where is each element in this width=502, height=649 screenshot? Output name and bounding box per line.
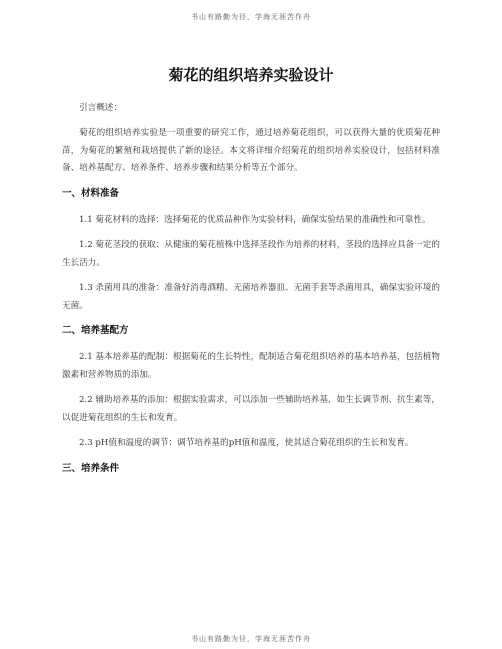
paragraph-2-2: 2.2 辅助培养基的添加：根据实验需求，可以添加一些辅助培养基，如生长调节剂、抗生素等，以促进菊花组织的生长和发育。 — [62, 395, 440, 423]
running-footer: 书山有路勤为径，学海无涯苦作舟 — [191, 635, 311, 643]
running-header: 书山有路勤为径，学海无涯苦作舟 — [191, 13, 311, 21]
section-heading-conditions: 三、培养条件 — [62, 462, 120, 474]
paragraph-2-3: 2.3 pH值和温度的调节：调节培养基的pH值和温度，使其适合菊花组织的生长和发育。 — [79, 438, 414, 448]
document-body — [62, 100, 440, 487]
intro-label: 引言概述： — [79, 103, 122, 113]
intro-paragraph: 菊花的组织培养实验是一项重要的研究工作，通过培养菊花组织，可以获得大量的优质菊花种苗，为菊花的繁殖和栽培提供了新的途径。本文将详细介绍菊花的组织培养实验设计，包括材料准备、培养基配方、培养条件、培养步骤和结果分析等五个部分。 — [62, 128, 440, 173]
section-heading-materials: 一、材料准备 — [62, 187, 120, 199]
paragraph-1-1: 1.1 菊花材料的选择：选择菊花的优质品种作为实验材料，确保实验结果的准确性和可靠性。 — [79, 214, 431, 225]
paragraph-1-2: 1.2 菊花茎段的获取：从健康的菊花植株中选择茎段作为培养的材料，茎段的选择应具备一定的生长活力。 — [62, 240, 440, 268]
paragraph-1-3: 1.3 杀菌用具的准备：准备好消毒酒精、无菌培养器皿、无菌手套等杀菌用具，确保实验环境的无菌。 — [62, 283, 440, 311]
document-title: 菊花的组织培养实验设计 — [168, 66, 334, 84]
paragraph-2-1: 2.1 基本培养基的配制：根据菊花的生长特性，配制适合菊花组织培养的基本培养基，包括植物激素和营养物质的添加。 — [62, 352, 440, 380]
section-heading-medium: 二、培养基配方 — [62, 325, 129, 336]
